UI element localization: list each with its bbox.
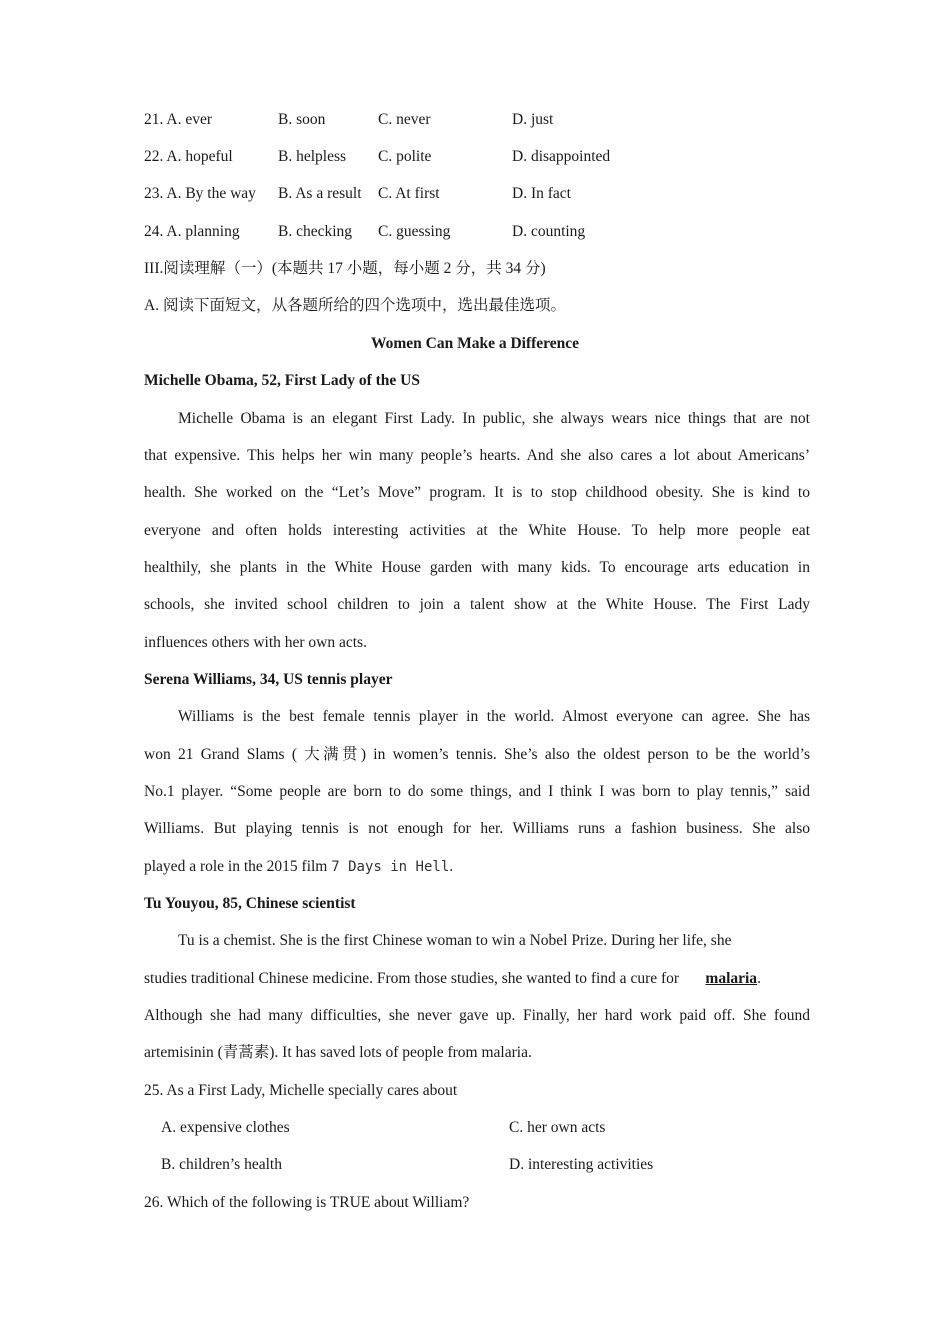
- tu-line-end: .: [757, 970, 761, 987]
- michelle-line: that expensive. This helps her win many people’s hearts. And she also cares a lot about Americans’: [144, 447, 810, 464]
- option-a: 23. A. By the way: [144, 185, 256, 202]
- option-b: B. As a result: [278, 185, 362, 202]
- option-b: B. helpless: [278, 148, 347, 165]
- option-b: B. checking: [278, 223, 353, 240]
- tu-line: Although she had many difficulties, she never gave up. Finally, her hard work paid off. She found: [144, 1007, 810, 1024]
- serena-line: won 21 Grand Slams ( 大满贯) in women’s tennis. She’s also the oldest person to be the world’s: [144, 746, 810, 763]
- option-c: C. At first: [378, 185, 440, 202]
- tu-heading: Tu Youyou, 85, Chinese scientist: [144, 895, 356, 912]
- option-d: D. interesting activities: [509, 1156, 654, 1173]
- option-c: C. never: [378, 111, 431, 128]
- option-b: B. children’s health: [161, 1156, 282, 1173]
- serena-last-line: [144, 857, 810, 877]
- option-c: C. her own acts: [509, 1119, 606, 1136]
- michelle-line: Michelle Obama is an elegant First Lady. In public, she always wears nice things that are not: [178, 410, 810, 427]
- option-c: C. polite: [378, 148, 432, 165]
- question-26-stem: 26. Which of the following is TRUE about William?: [144, 1194, 470, 1211]
- option-d: D. counting: [512, 223, 586, 240]
- tu-line: artemisinin (青蒿素). It has saved lots of people from malaria.: [144, 1044, 532, 1061]
- option-d: D. just: [512, 111, 554, 128]
- part-instruction: A. 阅读下面短文，从各题所给的四个选项中，选出最佳选项。: [144, 297, 566, 314]
- option-a: 24. A. planning: [144, 223, 240, 240]
- tu-line-2: [144, 969, 810, 989]
- passage-title: Women Can Make a Difference: [370, 335, 580, 352]
- serena-line: Williams is the best female tennis player in the world. Almost everyone can agree. She has: [178, 708, 810, 725]
- option-a: A. expensive clothes: [161, 1119, 290, 1136]
- serena-heading: Serena Williams, 34, US tennis player: [144, 671, 393, 688]
- film-title: 7 Days in Hell: [331, 859, 450, 875]
- option-b: B. soon: [278, 111, 326, 128]
- michelle-line: schools, she invited school children to join a talent show at the White House. The First Lady: [144, 596, 810, 613]
- serena-line-text: played a role in the 2015 film: [144, 858, 332, 875]
- section-heading: III.阅读理解（一）(本题共 17 小题，每小题 2 分，共 34 分): [144, 260, 546, 277]
- serena-line: No.1 player. “Some people are born to do some things, and I think I was born to play tennis,” said: [144, 783, 810, 800]
- serena-line-end: .: [449, 858, 454, 875]
- option-d: D. In fact: [512, 185, 571, 202]
- michelle-line: healthily, she plants in the White House garden with many kids. To encourage arts education in: [144, 559, 810, 576]
- michelle-line: health. She worked on the “Let’s Move” program. It is to stop childhood obesity. She is kind to: [144, 484, 810, 501]
- michelle-heading: Michelle Obama, 52, First Lady of the US: [144, 372, 420, 389]
- underlined-word: malaria: [705, 970, 758, 987]
- michelle-line: everyone and often holds interesting activities at the White House. To help more people eat: [144, 522, 810, 539]
- serena-line: Williams. But playing tennis is not enough for her. Williams runs a fashion business. She also: [144, 820, 810, 837]
- tu-line-text: studies traditional Chinese medicine. From those studies, she wanted to find a cure for: [144, 970, 680, 987]
- option-a: 21. A. ever: [144, 111, 213, 128]
- option-c: C. guessing: [378, 223, 451, 240]
- michelle-line: influences others with her own acts.: [144, 634, 367, 651]
- tu-line: Tu is a chemist. She is the first Chinese woman to win a Nobel Prize. During her life, she: [178, 932, 732, 949]
- question-25-stem: 25. As a First Lady, Michelle specially cares about: [144, 1082, 458, 1099]
- option-d: D. disappointed: [512, 148, 611, 165]
- option-a: 22. A. hopeful: [144, 148, 233, 165]
